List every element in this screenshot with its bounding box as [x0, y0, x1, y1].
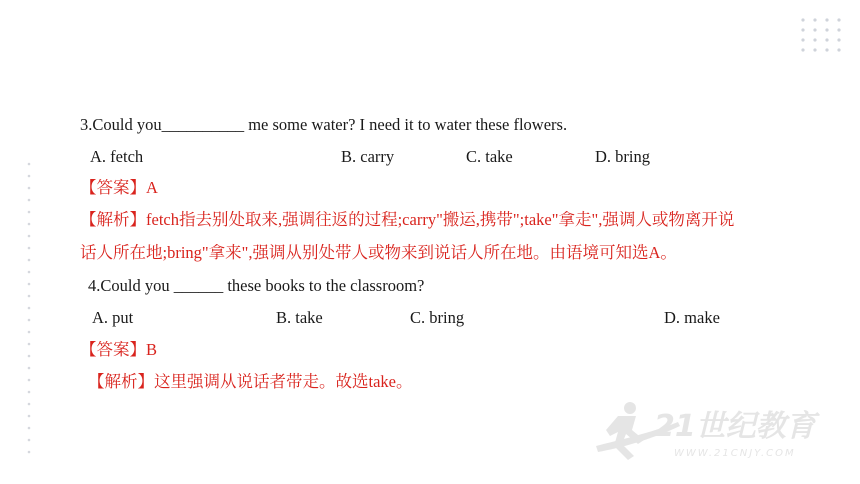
- q4-analysis: 【解析】这里强调从说话者带走。故选take。: [88, 372, 413, 391]
- q3-option-d: D. bring: [595, 147, 650, 166]
- decorative-dot-grid: [800, 16, 848, 56]
- watermark-url-text: WWW.21CNJY.COM: [674, 448, 796, 459]
- q4-option-c: C. bring: [410, 308, 465, 327]
- q3-analysis-line-2: 话人所在地;bring"拿来",强调从别处带人或物来到说话人所在地。由语境可知选A。: [80, 243, 677, 262]
- q4-option-b: B. take: [276, 308, 323, 327]
- watermark-logo: [588, 396, 848, 466]
- q3-answer: 【答案】A: [80, 178, 158, 197]
- question-3-stem: 3.Could you__________ me some water? I need it to water these flowers.: [80, 115, 568, 134]
- q3-analysis-line-1: 【解析】fetch指去别处取来,强调往返的过程;carry"搬运,携带";take"拿走",强调人或物离开说: [80, 210, 735, 229]
- q4-option-a: A. put: [92, 308, 134, 327]
- q3-option-a: A. fetch: [90, 147, 144, 166]
- q3-option-c: C. take: [466, 147, 513, 166]
- q3-option-b: B. carry: [341, 147, 395, 166]
- question-4-stem: 4.Could you ______ these books to the classroom?: [88, 276, 425, 295]
- q4-answer: 【答案】B: [80, 340, 158, 359]
- q4-option-d: D. make: [664, 308, 720, 327]
- watermark-brand-text: 21世纪教育: [654, 409, 816, 444]
- decorative-dotted-line: [25, 160, 33, 460]
